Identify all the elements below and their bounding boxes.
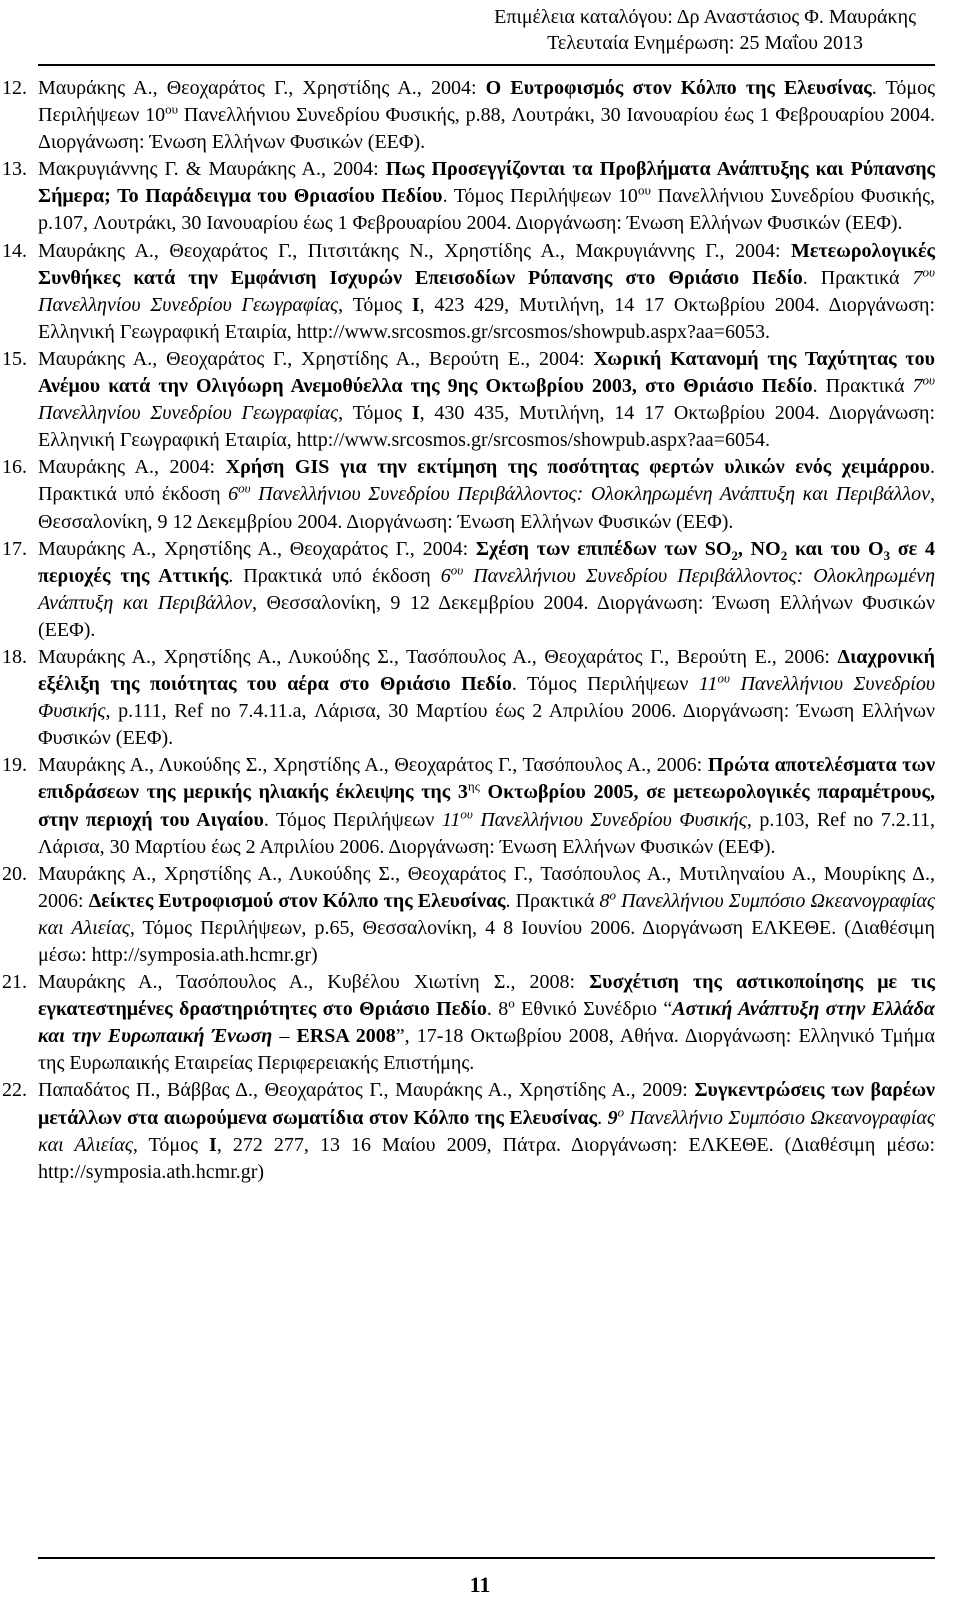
page-number: 11 [469,1572,491,1597]
reference-number: 21. [2,971,27,994]
page-header [494,4,916,56]
reference-item [0,752,960,860]
reference-text: ου [165,101,179,117]
reference-text: Πανελλήνιου Συνεδρίου Φυσικής [38,673,935,723]
reference-text: , p.111, Ref no 7.4.11.a, Λάρισα, 30 Μαρτίου έως 2 Απριλίου 2006. Διοργάνωση: Ένωση Ελλήνων Φυσικών (ΕΕΦ). [38,700,935,750]
reference-text: . Πρακτικά [802,266,913,289]
reference-text: , 430 435, Μυτιλήνη, 14 17 Οκτωβρίου 2004. Διοργάνωση: Ελληνική Γεωγραφική Εταιρία, http://www.srcosmos.gr/srcosmos/showpub.aspx?aa=6054. [38,402,935,452]
reference-text: 6 [440,564,451,587]
reference-number: 18. [2,645,27,668]
reference-text: 7 [912,266,923,289]
reference-text: Πανελληνίου Συνεδρίου Γεωγραφίας [38,293,339,316]
reference-text: ου [637,182,651,198]
reference-text: Μαυράκης Α., Λυκούδης Σ., Χρηστίδης Α., Θεοχαράτος Γ., Τασόπουλος Α., 2006: [38,754,708,777]
reference-number: 13. [2,158,27,181]
reference-text: Πανελλήνιου Συμπόσιο Ωκεανογραφίας και Αλιείας [38,889,935,939]
reference-text: 8 [599,889,610,912]
reference-text: Πρώτα αποτελέσματα των επιδράσεων της μερικής ηλιακής έκλειψης της 3 [38,754,936,804]
reference-text: ου [922,372,935,388]
reference-text: ο [617,1103,625,1119]
reference-item [0,969,960,1077]
reference-text: Διαχρονική εξέλιξη της ποιότητας του αέρα στο Θριάσιο Πεδίο [38,645,935,696]
reference-text: ου [922,264,935,279]
reference-item [0,156,960,237]
reference-text: Πανελλήνιου Συνεδρίου Φυσικής, p.88, Λουτράκι, 30 Ιανουαρίου έως 1 Φεβρουαρίου 2004. Διοργάνωση: Ένωση Ελλήνων Φυσικών (ΕΕΦ). [38,104,935,154]
reference-text: Χρήση GIS για την εκτίμηση της ποσότητας φερτών υλικών ενός χειμάρρου [225,456,931,479]
reference-text: Μαυράκης Α., 2004: [38,456,226,479]
reference-text: , 272 277, 13 16 Μαίου 2009, Πάτρα. Διοργάνωση: ΕΛΚΕΘΕ. (Διαθέσιμη μέσω: http://symposia.ath.hcmr.gr) [38,1133,936,1183]
reference-text: Αστική Ανάπτυξη στην Ελλάδα και την Ευρωπαική Ένωση [38,998,935,1048]
reference-text: . Πρακτικά [505,889,600,912]
reference-text: Πανελλήνιου Συνεδρίου Φυσικής [472,808,747,831]
reference-number: 19. [2,754,27,777]
reference-text: Μαυράκης Α., Χρηστίδης Α., Λυκούδης Σ., Θεοχαράτος Γ., Τασόπουλος Α., Μυτιληναίου Α., Μουρίκης Δ., 2006: [38,862,935,912]
reference-text: Δείκτες Ευτροφισμού στον Κόλπο της Ελευσίνας [88,889,506,912]
header-divider [38,64,935,66]
reference-text: , Θεσσαλονίκη, 9 12 Δεκεμβρίου 2004. Διοργάνωση: Ένωση Ελλήνων Φυσικών (ΕΕΦ). [38,591,935,641]
reference-text: , 423 429, Μυτιλήνη, 14 17 Οκτωβρίου 2004. Διοργάνωση: Ελληνική Γεωγραφική Εταιρία, http://www.srcosmos.gr/srcosmos/showpub.aspx?aa=6053. [38,293,935,343]
reference-text: Παπαδάτος Π., Βάββας Δ., Θεοχαράτος Γ., Μαυράκης Α., Χρηστίδης Α., 2009: [38,1079,695,1102]
reference-text: ου [450,562,464,578]
reference-text: Πανελλήνιου Συνεδρίου Περιβάλλοντος: Ολοκληρωμένη Ανάπτυξη και Περιβάλλον [38,564,935,614]
reference-item [0,1077,960,1185]
reference-text: , NO [737,537,781,560]
reference-number: 17. [2,537,27,560]
reference-text: , Τόμος Περιλήψεων, p.65, Θεσσαλονίκη, 4 8 Ιουνίου 2006. Διοργάνωση ΕΛΚΕΘΕ. (Διαθέσιμη μέσω: http://symposia.ath.hcmr.gr) [38,916,936,966]
reference-text: και του O [787,537,884,560]
reference-text: Πανελληνίου Συνεδρίου Γεωγραφίας [38,402,339,425]
reference-text: Μαυράκης Α., Χρηστίδης Α., Θεοχαράτος Γ., 2004: [38,537,476,560]
reference-text: , Θεσσαλονίκη, 9 12 Δεκεμβρίου 2004. Διοργάνωση: Ένωση Ελλήνων Φυσικών (ΕΕΦ). [38,483,935,533]
reference-number: 14. [2,239,27,262]
reference-text: σε 4 περιοχές της Αττικής [38,537,935,587]
reference-number: 20. [2,862,27,885]
reference-text: , p.103, Ref no 7.2.11, Λάρισα, 30 Μαρτίου έως 2 Απριλίου 2006. Διοργάνωση: Ένωση Ελλήνων Φυσικών (ΕΕΦ). [38,808,935,858]
reference-text: 11 [698,673,718,696]
reference-text: Μετεωρολογικές Συνθήκες κατά την Εμφάνιση Ισχυρών Επεισοδίων Ρύπανσης στο Θριάσιο Πεδίο [38,239,935,289]
reference-text: Χωρική Κατανομή της Ταχύτητας του Ανέμου κατά την Ολιγόωρη Ανεμοθύελλα της 9ης Οκτωβρίου 2003, στο Θριάσιο Πεδίο [38,347,935,398]
reference-text: I [411,402,420,425]
reference-item [0,75,960,156]
reference-text: Εθνικό Συνέδριο “ [514,998,673,1021]
reference-text: ης [467,778,480,794]
reference-number: 15. [2,347,27,370]
reference-number: 16. [2,456,27,479]
reference-text: , Τόμος [132,1133,210,1156]
reference-text: . Πρακτικά υπό έκδοση [38,456,936,506]
reference-number: 22. [2,1079,27,1102]
reference-text: . 8 [486,998,509,1021]
reference-text: 3 [883,547,891,563]
reference-item [0,238,960,346]
reference-text: . Τόμος Περιλήψεων 10 [38,77,935,127]
reference-text: , Τόμος [338,293,412,316]
reference-item [0,644,960,752]
reference-text: Μαυράκης Α., Χρηστίδης Α., Λυκούδης Σ., Τασόπουλος Α., Θεοχαράτος Γ., Βερούτη Ε., 2006: [38,645,838,668]
reference-text: . Τόμος Περιλήψεων [263,808,442,831]
reference-item [0,536,960,644]
reference-text: Πανελλήνιο Συμπόσιο Ωκεανογραφίας και Αλιείας [38,1106,936,1156]
reference-text: 2 [731,547,738,563]
reference-text: Συσχέτιση της αστικοποίησης με τις εγκατεστημένες δραστηριότητες στο Θριάσιο Πεδίο [38,971,935,1021]
reference-text: Συγκεντρώσεις των βαρέων μετάλλων στα αιωρούμενα σωματίδια στον Κόλπο της Ελευσίνας [38,1079,935,1129]
reference-text: Μακρυγιάννης Γ. & Μαυράκης Α., 2004: [38,158,386,181]
reference-text: 6 [228,483,239,506]
reference-item [0,861,960,969]
reference-text: , Τόμος [338,402,412,425]
reference-text: ”, 17-18 Οκτωβρίου 2008, Αθήνα. Διοργάνωση: Ελληνικό Τμήμα της Ευρωπαικής Εταιρείας Περιφερειακής Επιστήμης. [38,1025,935,1075]
reference-text: 2 [780,547,788,563]
reference-text: . Πρακτικά υπό έκδοση [228,564,441,587]
reference-text: ου [460,805,473,821]
reference-text: . [597,1106,608,1129]
header-editor-line: Επιμέλεια καταλόγου: Δρ Αναστάσιος Φ. Μαυράκης [494,6,916,28]
reference-text: ου [717,670,730,686]
reference-text: . Τόμος Περιλήψεων 10 [442,185,638,208]
reference-text: – [272,1025,297,1048]
reference-text: I [411,293,420,316]
reference-text: 7 [912,375,923,398]
reference-text: ου [238,480,251,496]
reference-text: Πανελλήνιου Συνεδρίου Περιβάλλοντος: Ολοκληρωμένη Ανάπτυξη και Περιβάλλον [250,483,930,506]
header-updated-line: Τελευταία Ενημέρωση: 25 Μαΐου 2013 [547,32,864,54]
reference-text: Μαυράκης Α., Θεοχαράτος Γ., Χρηστίδης Α., 2004: [38,77,486,99]
reference-text: Οκτωβρίου 2005, σε μετεωρολογικές παραμέτρους, στην περιοχή του Αιγαίου [38,781,935,831]
reference-text: ERSA 2008 [296,1025,396,1048]
reference-text: ο [609,887,617,903]
reference-item [0,454,960,535]
reference-text: . Πρακτικά [812,375,913,398]
footer-divider [38,1557,935,1559]
reference-text: . Τόμος Περιλήψεων [511,673,699,696]
reference-number: 12. [2,77,27,99]
reference-text: Ο Ευτροφισμός στον Κόλπο της Ελευσίνας [485,77,872,99]
reference-item [0,346,960,454]
reference-text: ο [508,995,515,1011]
reference-text: Πως Προσεγγίζονται τα Προβλήματα Ανάπτυξης και Ρύπανσης Σήμερα; Το Παράδειγμα του Θριασίου Πεδίου [38,158,935,208]
reference-text: 9 [607,1106,618,1129]
reference-text: Μαυράκης Α., Θεοχαράτος Γ., Χρηστίδης Α., Βερούτη Ε., 2004: [38,347,594,370]
reference-text: I [209,1133,217,1156]
reference-text: Σχέση των επιπέδων των SO [475,537,732,560]
reference-text: 11 [441,808,461,831]
reference-list [0,75,960,1186]
reference-text: Μαυράκης Α., Τασόπουλος Α., Κυβέλου Χιωτίνη Σ., 2008: [38,971,590,994]
reference-text: Πανελλήνιου Συνεδρίου Φυσικής, p.107, Λουτράκι, 30 Ιανουαρίου έως 1 Φεβρουαρίου 2004. Διοργάνωση: Ένωση Ελλήνων Φυσικών (ΕΕΦ). [38,185,935,235]
reference-text: Μαυράκης Α., Θεοχαράτος Γ., Πιτσιτάκης Ν., Χρηστίδης Α., Μακρυγιάννης Γ., 2004: [38,239,792,262]
